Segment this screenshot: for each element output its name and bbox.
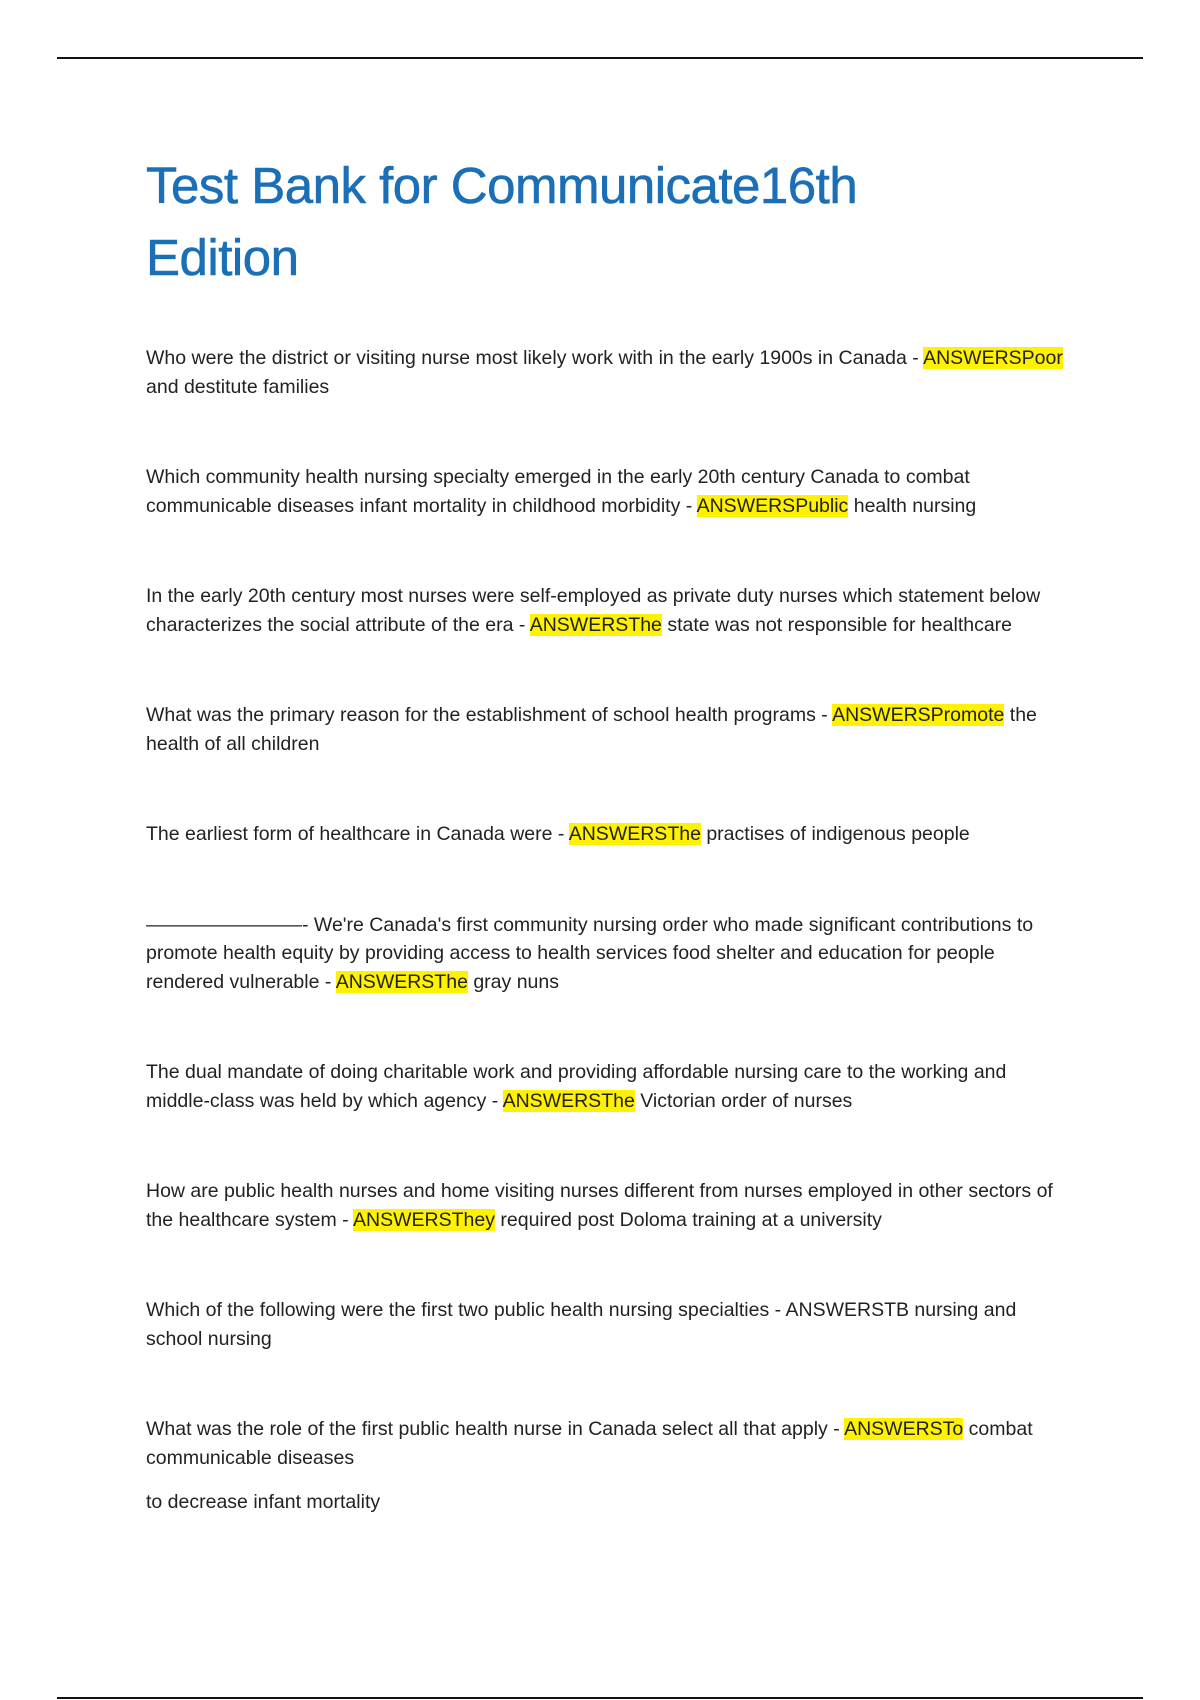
question-text: The earliest form of healthcare in Canada were - xyxy=(146,823,569,845)
answer-text: and destitute families xyxy=(146,375,330,398)
answer-text: the health of all children xyxy=(146,704,1037,755)
question-text: ————————- We're Canada's first community nursing order who made significant contributions to promote health equity by providing access to health services food shelter and education for people rendered vulnerable - xyxy=(146,913,1034,993)
answer-marker: ANSWERSPromote xyxy=(832,704,1005,726)
qa-item-4 xyxy=(146,701,1066,758)
answer-text: required post Doloma training at a university xyxy=(494,1208,882,1231)
answer-marker: ANSWERSPublic xyxy=(696,494,849,517)
question-text: How are public health nurses and home visiting nurses different from nurses employed in other sectors of the healthcare system - xyxy=(146,1180,1053,1231)
answer-marker: ANSWERSThe xyxy=(568,823,701,845)
answer-marker: ANSWERSThe xyxy=(502,1089,635,1112)
qa-item-8 xyxy=(146,1177,1066,1234)
answer-text: health nursing xyxy=(848,494,977,517)
title-line-1: Test Bank for Communicate16th xyxy=(146,157,858,214)
answer-marker: ANSWERSTo xyxy=(844,1418,964,1440)
question-text: Which of the following were the first two public health nursing specialties - ANSWERSTB nursing and school nursing xyxy=(146,1299,1017,1350)
question-text: Which community health nursing specialty emerged in the early 20th century Canada to combat communicable diseases infant mortality in childhood morbidity - xyxy=(146,466,970,517)
answer-marker: ANSWERSThe xyxy=(335,970,468,993)
question-text: Who were the district or visiting nurse most likely work with in the early 1900s in Canada - xyxy=(146,347,924,369)
qa-item-6 xyxy=(146,911,1066,997)
bottom-rule xyxy=(57,1697,1143,1699)
answer-text: Victorian order of nurses xyxy=(634,1089,853,1112)
qa-item-3 xyxy=(146,582,1066,639)
qa-item-10 xyxy=(146,1415,1066,1472)
answer-text: gray nuns xyxy=(467,970,559,993)
answer-marker: ANSWERSThe xyxy=(529,613,662,636)
answer-marker: ANSWERSThey xyxy=(353,1208,495,1231)
qa-list xyxy=(146,344,1066,1517)
question-text: What was the primary reason for the establishment of school health programs - xyxy=(146,704,833,726)
qa-item-9 xyxy=(146,1296,1066,1353)
answer-text: combat communicable diseases xyxy=(146,1418,1033,1469)
qa-item-1 xyxy=(146,344,1066,401)
question-text: In the early 20th century most nurses were self-employed as private duty nurses which statement below characterizes the social attribute of the era - xyxy=(146,585,1041,636)
qa-item-7 xyxy=(146,1058,1066,1115)
question-text: The dual mandate of doing charitable work and providing affordable nursing care to the working and middle-class was held by which agency - xyxy=(146,1061,1007,1112)
title-line-2: Edition xyxy=(146,229,299,286)
top-rule xyxy=(57,57,1143,59)
answer-text: practises of indigenous people xyxy=(700,823,970,845)
answer-marker: ANSWERSPoor xyxy=(923,347,1063,369)
page-content xyxy=(146,150,1066,1517)
qa-item-2 xyxy=(146,463,1066,520)
document-title xyxy=(146,150,1066,294)
answer-continuation: to decrease infant mortality xyxy=(146,1491,381,1513)
question-text: What was the role of the first public health nurse in Canada select all that apply - xyxy=(146,1418,845,1440)
qa-item-5 xyxy=(146,820,1066,849)
answer-text: state was not responsible for healthcare xyxy=(661,613,1013,636)
